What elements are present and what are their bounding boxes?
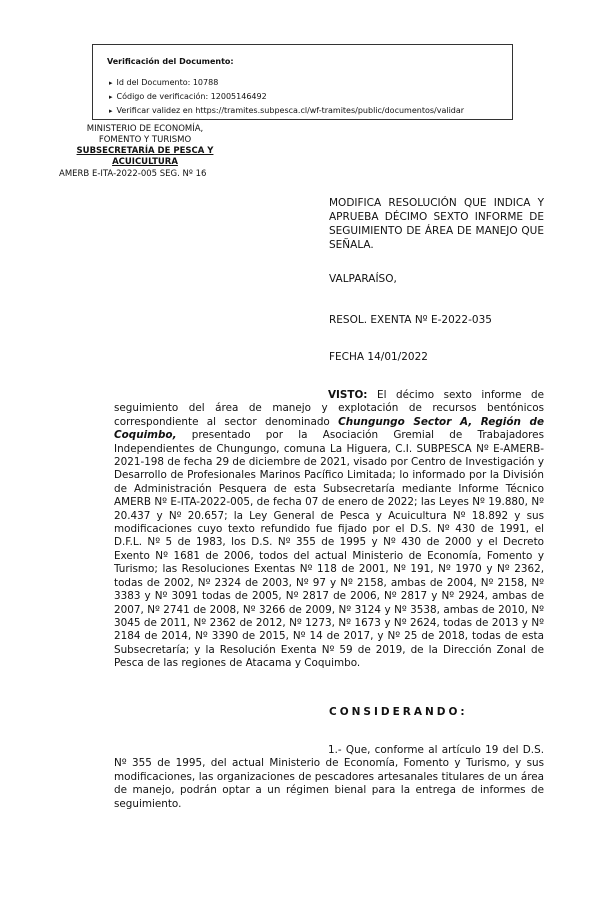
verification-url[interactable]: ▸ Verificar validez en https://tramites.subpesca.cl/wf-tramites/public/documentos/validar	[109, 104, 512, 118]
verification-id: ▸ Id del Documento: 10788	[109, 76, 512, 90]
considerando-heading: CONSIDERANDO:	[329, 706, 468, 718]
visto-paragraph	[114, 389, 544, 671]
subsecretaria-line-2: ACUICULTURA	[112, 157, 178, 167]
document-reference: AMERB E-ITA-2022-005 SEG. Nº 16	[59, 169, 207, 179]
document-title: MODIFICA RESOLUCIÓN QUE INDICA Y APRUEBA DÉCIMO SEXTO INFORME DE SEGUIMIENTO DE ÁREA DE MANEJO QUE SEÑALA.	[329, 197, 544, 251]
subsecretaria-line-1: SUBSECRETARÍA DE PESCA Y	[76, 146, 214, 156]
document-date: FECHA 14/01/2022	[329, 351, 428, 363]
verification-title: Verificación del Documento:	[107, 57, 234, 66]
visto-text-b: presentado por la Asociación Gremial de Trabajadores Independientes de Chungungo, comuna La Higuera, C.I. SUBPESCA Nº E-AMERB-2021-198 de fecha 29 de diciembre de 2021, visado por Centro de Investigación y Desarrollo de Profesionales Marinos Pacífico Limitada; lo informado por la División de Administración Pesquera de esta Subsecretaría mediante Informe Técnico AMERB Nº E-ITA-2022-005, de fecha 07 de enero de 2022; las Leyes Nº 19.880, Nº 20.437 y Nº 20.657; la Ley General de Pesca y Acuicultura Nº 18.892 y sus modificaciones cuyo texto refundido fue fijado por el D.S. Nº 430 de 1991, el D.F.L. Nº 5 de 1983, los D.S. Nº 355 de 1995 y Nº 430 de 2000 y el Decreto Exento Nº 1681 de 2006, todos del actual Ministerio de Economía, Fomento y Turismo; las Resoluciones Exentas Nº 118 de 2001, Nº 191, Nº 1970 y Nº 2362, todas de 2002, Nº 2324 de 2003, Nº 97 y Nº 2158, ambas de 2004, Nº 2158, Nº 3383 y Nº 3091 todas de 2005, Nº 2817 de 2006, Nº 2817 y Nº 2924, ambas de 2007, Nº 2741 de 2008, Nº 3266 de 2009, Nº 3124 y Nº 3538, ambas de 2010, Nº 3045 de 2011, Nº 2362 de 2012, Nº 1273, Nº 1673 y Nº 2624, todas de 2013 y Nº 2184 de 2014, Nº 3390 de 2015, Nº 14 de 2017, y Nº 25 de 2018, todas de esta Subsecretaría; y la Resolución Exenta Nº 59 de 2019, de la Dirección Zonal de Pesca de las regiones de Atacama y Coquimbo.	[114, 429, 544, 670]
verification-list	[107, 76, 512, 118]
ministry-line-2: FOMENTO Y TURISMO	[98, 135, 192, 145]
considerando-paragraph-1	[114, 744, 544, 811]
verification-code: ▸ Código de verificación: 12005146492	[109, 90, 512, 104]
verification-box	[92, 44, 513, 120]
resolution-number: RESOL. EXENTA Nº E-2022-035	[329, 314, 492, 326]
ministry-line-1: MINISTERIO DE ECONOMÍA,	[86, 124, 204, 134]
visto-place: Chungungo Sector A, Región de Coquimbo,	[114, 415, 544, 442]
visto-label: VISTO:	[328, 389, 368, 401]
issuer-header	[50, 124, 240, 168]
visto-text-a: El décimo sexto informe de seguimiento del área de manejo y explotación de recursos bentónicos correspondiente al sector denominado	[114, 389, 544, 428]
considerando-p1-text: 1.- Que, conforme al artículo 19 del D.S. Nº 355 de 1995, del actual Ministerio de Economía, Fomento y Turismo, y sus modificaciones, las organizaciones de pescadores artesanales titulares de un área de manejo, podrán optar a un régimen bienal para la entrega de informes de seguimiento.	[114, 744, 544, 810]
document-city: VALPARAÍSO,	[329, 273, 397, 285]
